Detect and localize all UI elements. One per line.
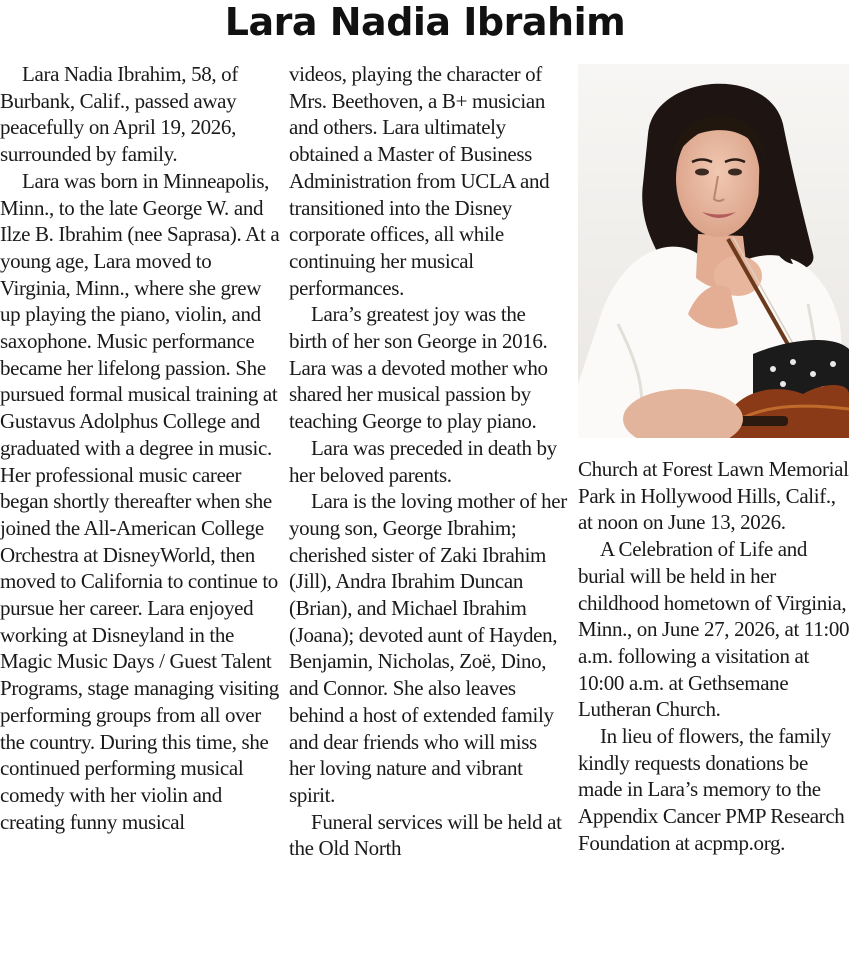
paragraph-funeral: Funeral services will be held at the Old North [289,809,562,861]
obituary-headline: Lara Nadia Ibrahim [224,0,626,44]
portrait-photo [578,64,849,438]
text-column-2 [289,61,567,862]
text-column-3 [578,456,850,857]
paragraph-donations: In lieu of flowers, the family kindly requests donations be made in Lara’s memory to the Appendix Cancer PMP Research Foundation at acpmp.org. [578,724,845,855]
paragraph-biography-continued: videos, playing the character of Mrs. Beethoven, a B+ musician and others. Lara ultimately obtained a Master of Business Administration from UCLA and transitioned into the Disney corporate offices, all while continuing her musical performances. [289,62,550,300]
paragraph-celebration: A Celebration of Life and burial will be held in her childhood hometown of Virginia, Minn., on June 27, 2026, at 11:00 a.m. following a visitation at 10:00 a.m. at Gethsemane Lutheran Church. [578,537,850,722]
paragraph-survivors: Lara is the loving mother of her young son, George Ibrahim; cherished sister of Zaki Ibrahim (Jill), Andra Ibrahim Duncan (Brian), and Michael Ibrahim (Joana); devoted aunt of Hayden, Benjamin, Nicholas, Zoë, Dino, and Connor. She also leaves behind a host of extended family and dear friends who will miss her loving nature and vibrant spirit. [289,489,567,807]
paragraph-son: Lara’s greatest joy was the birth of her son George in 2016. Lara was a devoted mother who shared her musical passion by teaching George to play piano. [289,302,548,434]
paragraph-preceded: Lara was preceded in death by her beloved parents. [289,435,557,487]
paragraph-funeral-continued: Church at Forest Lawn Memorial Park in Hollywood Hills, Calif., at noon on June 13, 2026. [578,457,849,535]
portrait-photo-icon [578,64,849,438]
text-column-1 [0,61,280,835]
paragraph-biography: Lara was born in Minneapolis, Minn., to the late George W. and Ilze B. Ibrahim (nee Saprasa). At a young age, Lara moved to Virginia, Minn., where she grew up playing the piano, violin, and saxophone. Music performance became her lifelong passion. She pursued formal musical training at Gustavus Adolphus College and graduated with a degree in music. Her professional music career began shortly thereafter when she joined the All-American College Orchestra at DisneyWorld, then moved to California to continue to pursue her career. Lara enjoyed working at Disneyland in the Magic Music Days / Guest Talent Programs, stage managing visiting performing groups from all over the country. During this time, she continued performing musical comedy with her violin and creating funny musical [0,168,280,834]
paragraph-intro: Lara Nadia Ibrahim, 58, of Burbank, Calif., passed away peacefully on April 19, 2026, surrounded by family. [0,62,238,167]
